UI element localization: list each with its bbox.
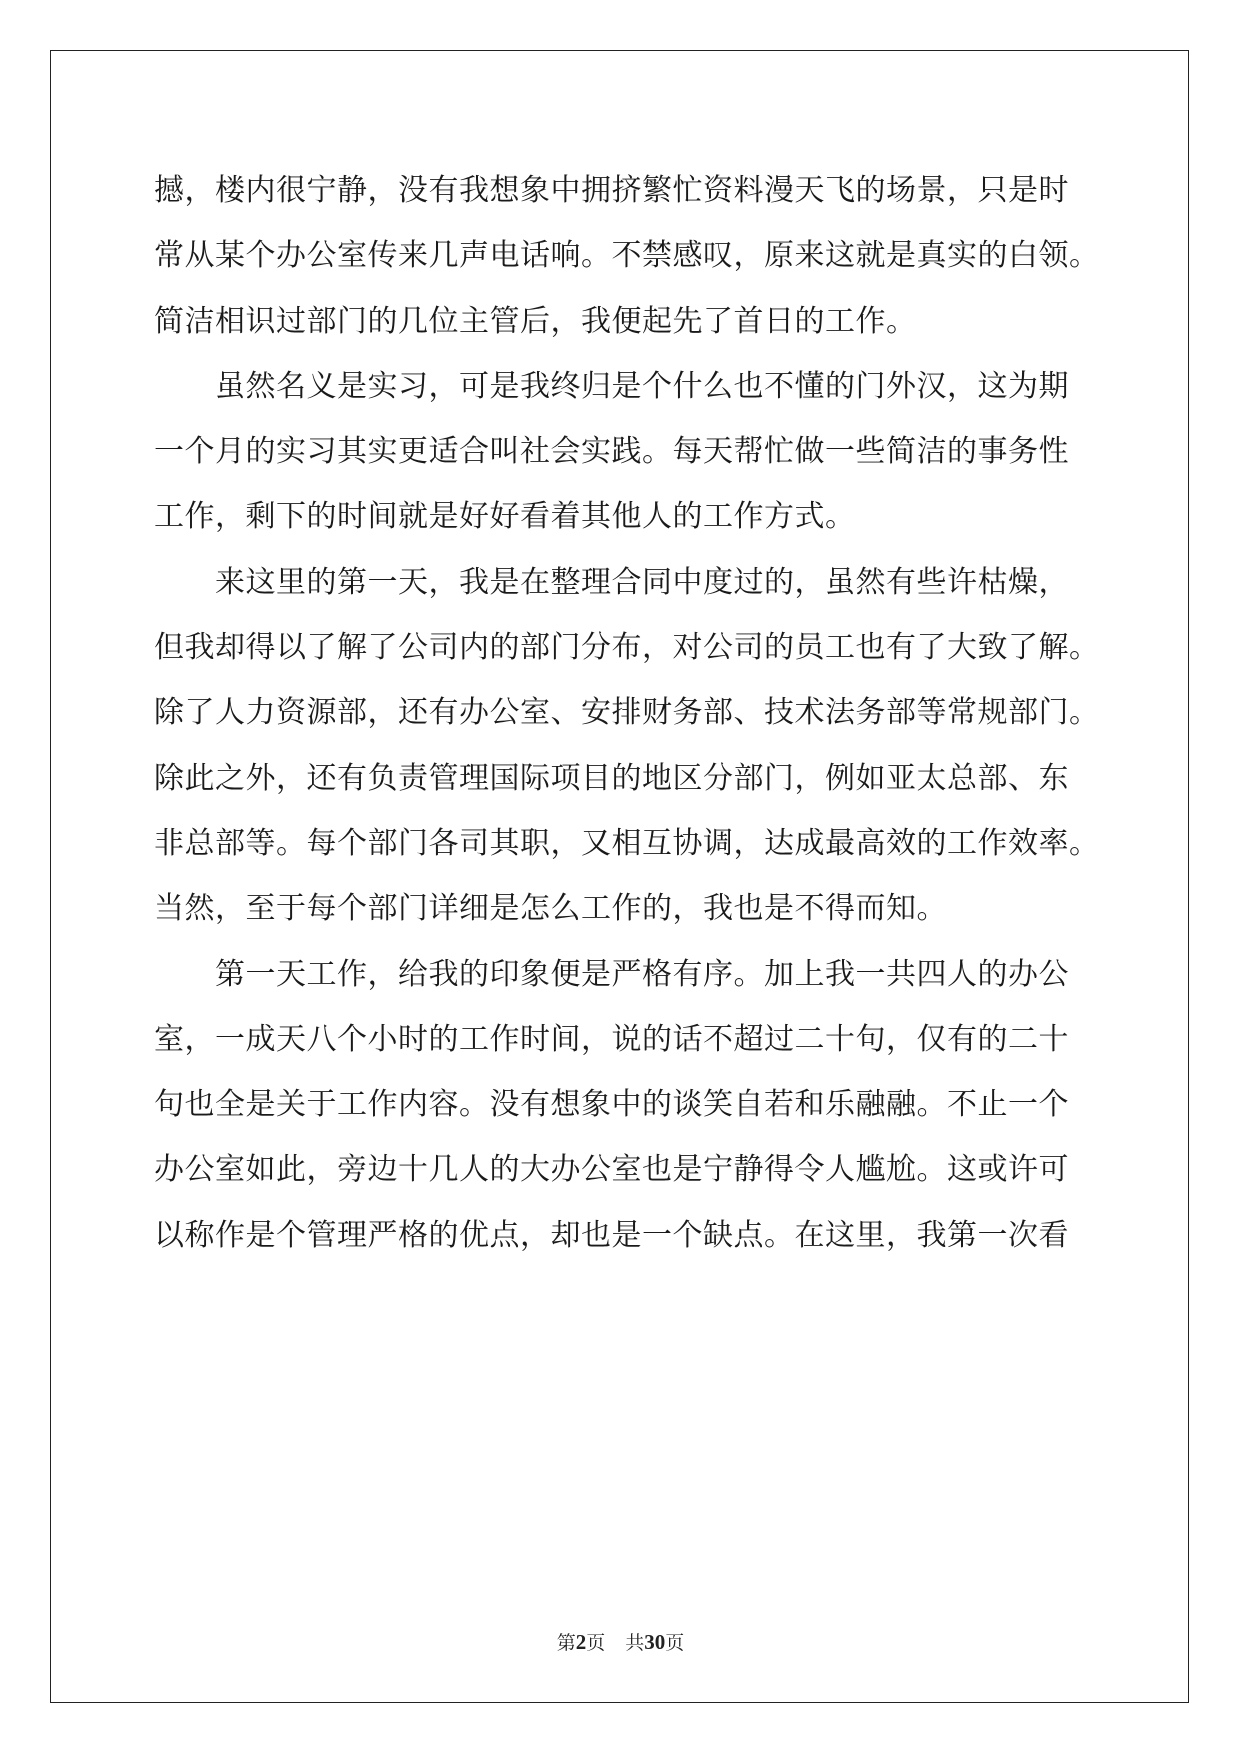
footer-total-prefix: 共 <box>625 1632 645 1654</box>
text-line: 除此之外，还有负责管理国际项目的地区分部门，例如亚太总部、东 <box>154 760 1069 796</box>
footer-page-prefix: 第 <box>556 1632 576 1654</box>
footer-page-suffix: 页 <box>586 1632 606 1654</box>
footer-page-number: 2 <box>575 1630 587 1654</box>
text-line: 简洁相识过部门的几位主管后，我便起先了首日的工作。 <box>154 303 917 339</box>
text-line: 但我却得以了解了公司内的部门分布，对公司的员工也有了大致了解。 <box>154 630 1100 666</box>
text-line: 非总部等。每个部门各司其职，又相互协调，达成最高效的工作效率。 <box>154 825 1100 861</box>
text-line: 虽然名义是实习，可是我终归是个什么也不懂的门外汉，这为期 <box>215 368 1069 404</box>
text-line: 一个月的实习其实更适合叫社会实践。每天帮忙做一些简洁的事务性 <box>154 434 1069 470</box>
text-line: 以称作是个管理严格的优点，却也是一个缺点。在这里，我第一次看 <box>154 1217 1069 1253</box>
text-line: 当然，至于每个部门详细是怎么工作的，我也是不得而知。 <box>154 891 947 927</box>
text-line: 除了人力资源部，还有办公室、安排财务部、技术法务部等常规部门。 <box>154 695 1100 731</box>
page-footer <box>0 1628 1241 1655</box>
text-line: 第一天工作，给我的印象便是严格有序。加上我一共四人的办公 <box>215 956 1069 992</box>
text-line: 办公室如此，旁边十几人的大办公室也是宁静得令人尴尬。这或许可 <box>154 1152 1069 1188</box>
text-line: 工作，剩下的时间就是好好看着其他人的工作方式。 <box>154 499 856 535</box>
text-line: 来这里的第一天，我是在整理合同中度过的，虽然有些许枯燥， <box>215 564 1069 600</box>
text-line: 常从某个办公室传来几声电话响。不禁感叹，原来这就是真实的白领。 <box>154 238 1100 274</box>
text-line: 句也全是关于工作内容。没有想象中的谈笑自若和乐融融。不止一个 <box>154 1087 1069 1123</box>
text-line: 撼，楼内很宁静，没有我想象中拥挤繁忙资料漫天飞的场景，只是时 <box>154 173 1069 208</box>
document-body <box>154 158 1100 1268</box>
footer-total-pages: 30 <box>644 1630 666 1654</box>
text-line: 室，一成天八个小时的工作时间，说的话不超过二十句，仅有的二十 <box>154 1021 1069 1057</box>
footer-total-suffix: 页 <box>665 1632 685 1654</box>
